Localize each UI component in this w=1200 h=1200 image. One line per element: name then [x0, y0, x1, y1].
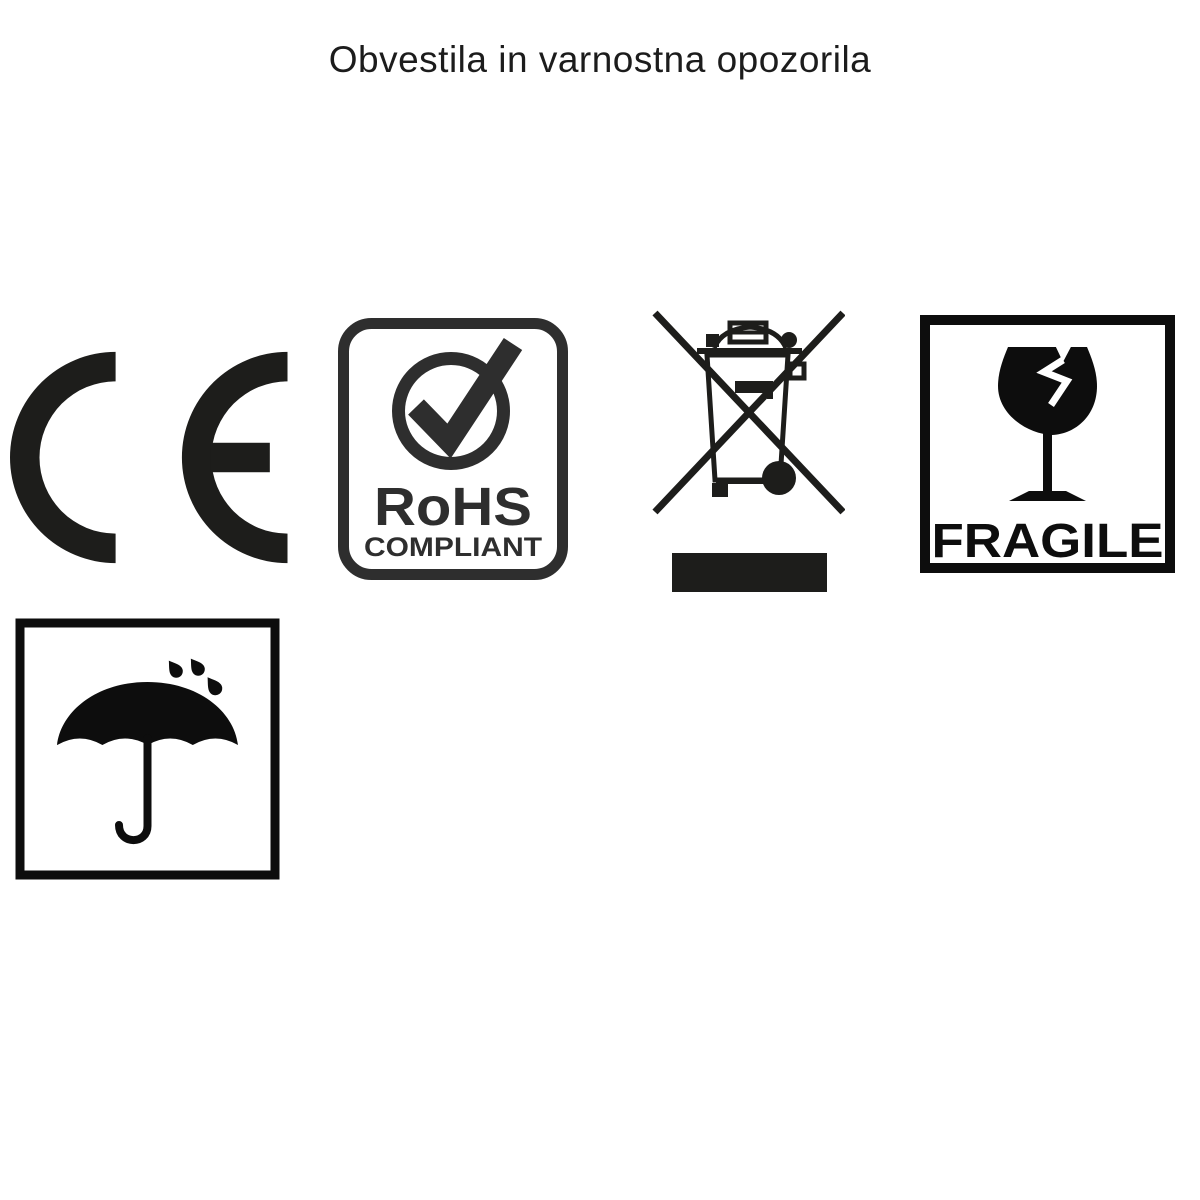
ce-marking-graphic: [10, 350, 288, 565]
weee-bin-wheel: [762, 461, 796, 495]
weee-graphic: [650, 310, 845, 595]
raindrop-icon: [186, 655, 208, 678]
raindrop-icon: [202, 673, 225, 698]
rohs-label: RoHS: [374, 477, 532, 537]
weee-lid-knob: [781, 332, 797, 348]
umbrella-handle: [119, 738, 148, 840]
keep-dry-graphic: [15, 618, 280, 880]
page-title: Obvestila in varnostna opozorila: [328, 39, 872, 80]
rohs-badge-graphic: [338, 318, 568, 580]
fragile-glass-stem: [1043, 433, 1052, 493]
weee-bin-foot: [712, 483, 728, 497]
fragile-broken-glass-icon: [920, 315, 1175, 573]
weee-side-tab: [790, 364, 804, 378]
fragile-glass-foot: [1009, 491, 1086, 501]
ce-letter-e-bar: [211, 443, 270, 472]
weee-bin-lid: [714, 327, 786, 348]
weee-lid-left-block: [706, 334, 719, 347]
weee-crossed-out-bin-icon: [650, 310, 845, 595]
weee-label-step: [767, 393, 773, 399]
keep-dry-umbrella-icon: [15, 618, 280, 880]
rohs-compliant-label: COMPLIANT: [364, 532, 543, 562]
fragile-label: FRAGILE: [931, 515, 1164, 568]
fragile-glass-bowl: [998, 347, 1097, 435]
weee-label-bar: [735, 381, 773, 393]
ce-marking-icon: [10, 350, 288, 565]
raindrop-icon: [164, 657, 186, 680]
rohs-compliant-icon: [338, 318, 568, 580]
ce-letter-c: [10, 352, 116, 563]
fragile-graphic: [920, 315, 1175, 573]
weee-underline-bar: [672, 553, 827, 592]
